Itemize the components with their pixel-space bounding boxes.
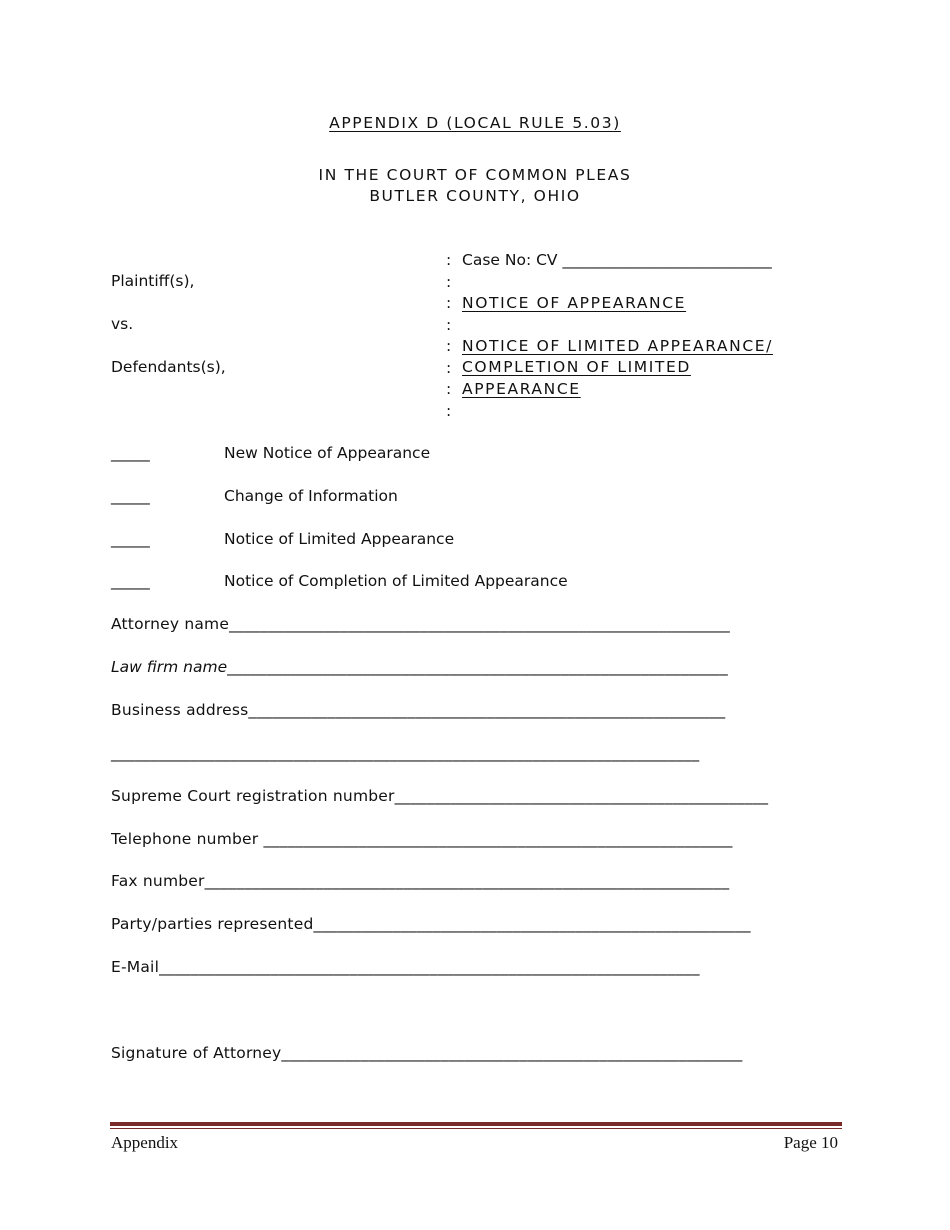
registration-number-field[interactable]: Supreme Court registration number_______________________________________________ [111,787,769,805]
limited-appearance-title-line2: COMPLETION OF LIMITED [462,358,691,376]
attorney-name-field[interactable]: Attorney name_______________________________________________________________ [111,615,730,633]
caption-colon: : [446,316,452,334]
appendix-title: APPENDIX D (LOCAL RULE 5.03) [329,114,621,132]
caption-colon: : [446,251,452,269]
footer-rule-thin [110,1128,842,1129]
option-completion-limited-label: Notice of Completion of Limited Appearance [224,572,568,590]
checkbox-change-info[interactable]: _____ [111,487,150,505]
page-number: Page 10 [783,1133,838,1152]
fax-field[interactable]: Fax number__________________________________________________________________ [111,872,730,890]
caption-colon: : [446,294,452,312]
business-address-line2-field[interactable]: __________________________________________________________________________ [111,744,700,762]
caption-colon: : [446,402,452,420]
party-represented-field[interactable]: Party/parties represented_______________________________________________________ [111,915,751,933]
vs-label: vs. [111,315,134,333]
court-name-line2: BUTLER COUNTY, OHIO [369,187,581,205]
limited-appearance-title-line3: APPEARANCE [462,380,581,398]
defendants-label: Defendants(s), [111,358,226,376]
option-change-info-label: Change of Information [224,487,398,505]
checkbox-new-notice[interactable]: _____ [111,444,150,462]
caption-colon: : [446,337,452,355]
plaintiff-label: Plaintiff(s), [111,272,195,290]
email-field[interactable]: E-Mail____________________________________________________________________ [111,958,700,976]
law-firm-name-field[interactable] [111,658,728,676]
caption-colon: : [446,359,452,377]
signature-field[interactable]: Signature of Attorney__________________________________________________________ [111,1044,743,1062]
limited-appearance-title-line1: NOTICE OF LIMITED APPEARANCE/ [462,337,773,355]
court-name-line1: IN THE COURT OF COMMON PLEAS [318,166,632,184]
notice-of-appearance-title: NOTICE OF APPEARANCE [462,294,687,312]
checkbox-completion-limited[interactable]: _____ [111,572,150,590]
law-firm-name-blank[interactable]: _______________________________________________________________ [227,658,728,676]
telephone-field[interactable]: Telephone number ___________________________________________________________ [111,830,733,848]
checkbox-limited-appearance[interactable]: _____ [111,530,150,548]
footer-left: Appendix [111,1133,179,1152]
caption-colon: : [446,380,452,398]
footer-rule-thick [110,1122,842,1126]
business-address-field[interactable]: Business address____________________________________________________________ [111,701,726,719]
option-new-notice-label: New Notice of Appearance [224,444,431,462]
option-limited-appearance-label: Notice of Limited Appearance [224,530,455,548]
law-firm-name-label: Law firm name [111,658,228,676]
case-number-field[interactable]: Case No: CV ___________________________ [462,251,772,269]
caption-colon: : [446,273,452,291]
